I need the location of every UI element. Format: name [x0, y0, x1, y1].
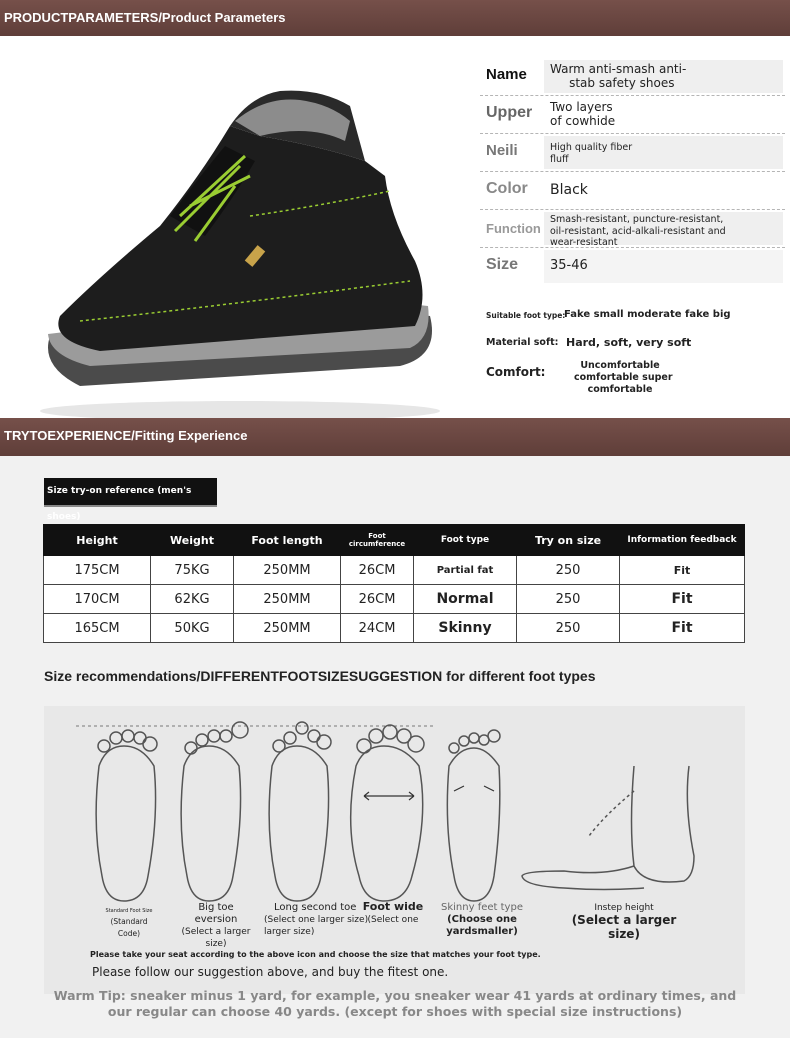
foot-label-title: Big toe eversion — [194, 902, 238, 925]
section-title: TRYTOEXPERIENCE/Fitting Experience — [4, 428, 248, 443]
foot-label-instep — [554, 902, 694, 942]
param-row-upper — [480, 96, 785, 134]
param-label: Name — [486, 66, 527, 83]
cell-height: 175CM — [44, 556, 151, 585]
safety-boot-image — [20, 66, 460, 426]
size-reference-tag: Size try-on reference (men's shoes) — [44, 478, 217, 507]
param-row-color — [480, 172, 785, 210]
attribute-list — [486, 306, 786, 395]
cell-foot-circumference: 24CM — [341, 614, 414, 643]
foot-label-standard — [94, 905, 164, 941]
cell-try-on-size: 250 — [517, 556, 620, 585]
table-header-row — [44, 525, 745, 556]
cell-foot-circumference: 26CM — [341, 585, 414, 614]
cell-foot-circumference: 26CM — [341, 556, 414, 585]
cell-feedback: Fit — [620, 614, 745, 643]
param-row-neili — [480, 134, 785, 172]
header-foot-type: Foot type — [414, 525, 517, 556]
param-label: Upper — [486, 104, 533, 121]
cell-foot-length: 250MM — [234, 614, 341, 643]
foot-label-title: Skinny feet type — [441, 902, 523, 913]
material-soft-row — [486, 334, 786, 362]
cell-foot-length: 250MM — [234, 556, 341, 585]
cell-weight: 62KG — [151, 585, 234, 614]
parameter-table — [480, 58, 785, 285]
foot-label-desc: (Select a larger size) — [181, 927, 251, 949]
param-label: Color — [486, 180, 528, 197]
cell-weight: 50KG — [151, 614, 234, 643]
suitable-label: Suitable foot type: — [486, 311, 566, 320]
foot-label-big-toe — [176, 902, 256, 950]
size-recommendation-title: Size recommendations/DIFFERENTFOOTSIZESUGGESTION for different foot types — [44, 668, 596, 684]
instruction-line-1: Please take your seat according to the above icon and choose the size that matches your foot type. — [90, 950, 541, 959]
cell-height: 165CM — [44, 614, 151, 643]
comfort-value: Uncomfortable comfortable super comfortable — [574, 360, 673, 395]
suitable-value: Fake small moderate fake big — [564, 309, 731, 320]
param-label: Function — [486, 221, 541, 236]
param-value: Two layers of cowhide — [544, 98, 783, 131]
instruction-line-2: Please follow our suggestion above, and buy the fitest one. — [92, 965, 449, 979]
material-value: Hard, soft, very soft — [566, 336, 692, 349]
foot-label-desc: (Select a larger size) — [571, 913, 677, 941]
header-information-feedback: Information feedback — [620, 525, 745, 556]
cell-weight: 75KG — [151, 556, 234, 585]
param-row-size — [480, 248, 785, 285]
cell-feedback: Fit — [620, 585, 745, 614]
foot-label-title: Foot wide — [362, 900, 424, 913]
table-row — [44, 556, 745, 585]
param-row-function — [480, 210, 785, 248]
fitting-table — [43, 524, 745, 643]
param-value: High quality fiber fluff — [544, 136, 783, 169]
foot-label-skinny — [437, 902, 527, 938]
foot-label-title: Instep height — [594, 903, 654, 913]
material-label: Material soft: — [486, 337, 559, 348]
foot-label-desc: (Select one — [367, 915, 419, 925]
header-height: Height — [44, 525, 151, 556]
header-try-on-size: Try on size — [517, 525, 620, 556]
suitable-foot-type-row — [486, 306, 786, 334]
foot-label-title: Long second toe — [274, 902, 357, 913]
cell-height: 170CM — [44, 585, 151, 614]
param-value: Smash-resistant, puncture-resistant, oil-resistant, acid-alkali-resistant and wear-resistant — [544, 212, 783, 245]
cell-foot-type: Normal — [414, 585, 517, 614]
section-title: PRODUCTPARAMETERS/Product Parameters — [4, 10, 286, 25]
warm-tip: Warm Tip: sneaker minus 1 yard, for example, you sneaker wear 41 yards at ordinary times, and our regular can choose 40 yards. (except for shoes with special size instructions) — [53, 988, 737, 1019]
table-row — [44, 614, 745, 643]
param-label: Size — [486, 256, 519, 273]
param-label: Neili — [486, 142, 518, 159]
cell-foot-type: Skinny — [414, 614, 517, 643]
product-parameters-area — [0, 36, 790, 418]
table-row — [44, 585, 745, 614]
section-banner-product-parameters — [0, 0, 790, 36]
foot-label-desc: (Choose one yardsmaller) — [446, 914, 518, 937]
param-value: Black — [544, 174, 783, 207]
foot-label-desc: (Standard Code) — [110, 917, 148, 938]
cell-feedback: Fit — [620, 556, 745, 585]
comfort-label: Comfort: — [486, 365, 546, 379]
cell-try-on-size: 250 — [517, 614, 620, 643]
param-value: 35-46 — [544, 250, 783, 283]
comfort-row — [486, 360, 786, 395]
foot-label-long-second-toe — [264, 902, 369, 938]
header-foot-length: Foot length — [234, 525, 341, 556]
foot-label-title: Standard Foot Size — [105, 908, 153, 914]
foot-label-desc: (Select one larger size) larger size) — [264, 915, 369, 937]
param-row-name — [480, 58, 785, 96]
header-foot-circumference: Foot circumference — [341, 525, 414, 556]
cell-foot-type: Partial fat — [414, 556, 517, 585]
cell-foot-length: 250MM — [234, 585, 341, 614]
foot-label-foot-wide — [362, 901, 424, 926]
section-banner-fitting-experience — [0, 418, 790, 456]
param-value: Warm anti-smash anti- stab safety shoes — [544, 60, 783, 93]
cell-try-on-size: 250 — [517, 585, 620, 614]
foot-type-illustrations — [44, 706, 745, 994]
header-weight: Weight — [151, 525, 234, 556]
